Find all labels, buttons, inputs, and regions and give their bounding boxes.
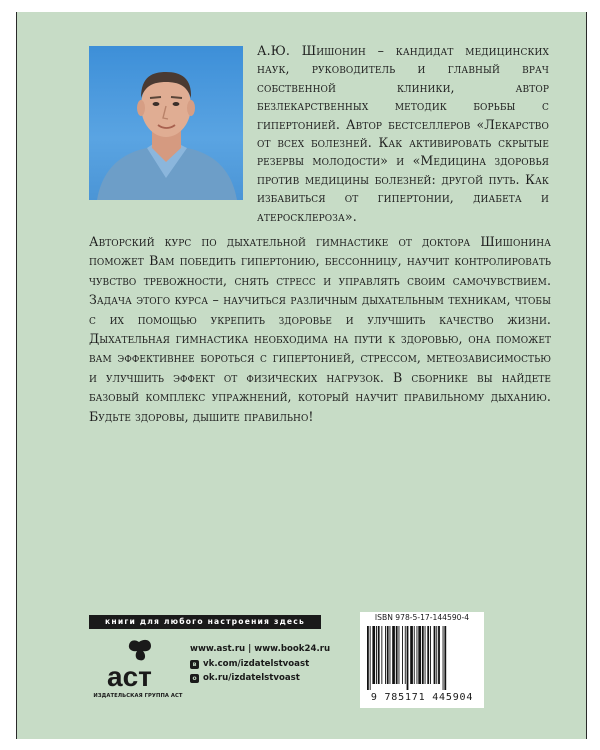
back-cover <box>16 12 587 739</box>
author-photo <box>89 46 243 200</box>
logo-text: аст <box>107 661 152 692</box>
isbn-block <box>360 612 484 708</box>
barcode-number: 9 785171 445904 <box>370 692 474 703</box>
ok-link[interactable] <box>190 673 300 683</box>
publisher-name: ИЗДАТЕЛЬСКАЯ ГРУППА АСТ <box>93 693 183 699</box>
left-edge-line <box>16 12 17 739</box>
author-bio: А.Ю. Шишонин – кандидат медицинских наук, руководитель и главный врач собственной клиники, автор безлекарственных методик борьбы с гипертонией. Автор бестселлеров «Лекарство от всех болезней. Как активировать скрытые резервы молодости» и «Медицина здоровья против медицины болезней: другой путь. Как избавиться от гипертонии, диабета и атеросклероза». <box>257 43 549 224</box>
vk-link[interactable] <box>190 659 309 669</box>
isbn-text: ISBN 978-5-17-144590-4 <box>374 613 470 622</box>
vk-icon: в <box>190 660 199 669</box>
publisher-logo <box>101 634 173 696</box>
ok-icon: о <box>190 674 199 683</box>
barcode-icon <box>366 626 478 690</box>
author-portrait-icon <box>89 46 243 200</box>
websites-link[interactable]: www.ast.ru | www.book24.ru <box>190 644 331 654</box>
book-description: Авторский курс по дыхательной гимнастике от доктора Шишонина поможет Вам победить гипертонию, бессонницу, научит контролировать чувство тревожности, снять стресс и управлять своим самочувствием. Задача этого курса – научиться различным дыхательным техникам, чтобы с их помощью укрепить здоровье и улучшить качество жизни. Дыхательная гимнастика необходима на пути к здоровью, она поможет вам эффективнее бороться с гипертонией, стрессом, метеозависимостью и улучшить эффект от физических нагрузок. В сборнике вы найдете базовый комплекс упражнений, который научит правильному дыханию. Будьте здоровы, дышите правильно! <box>89 234 551 424</box>
ast-logo-icon <box>101 634 173 696</box>
ok-link-text: ok.ru/izdatelstvoast <box>203 673 300 683</box>
right-edge-line <box>586 12 587 739</box>
tagline-banner: книги для любого настроения здесь <box>89 615 321 629</box>
vk-link-text: vk.com/izdatelstvoast <box>203 659 310 669</box>
